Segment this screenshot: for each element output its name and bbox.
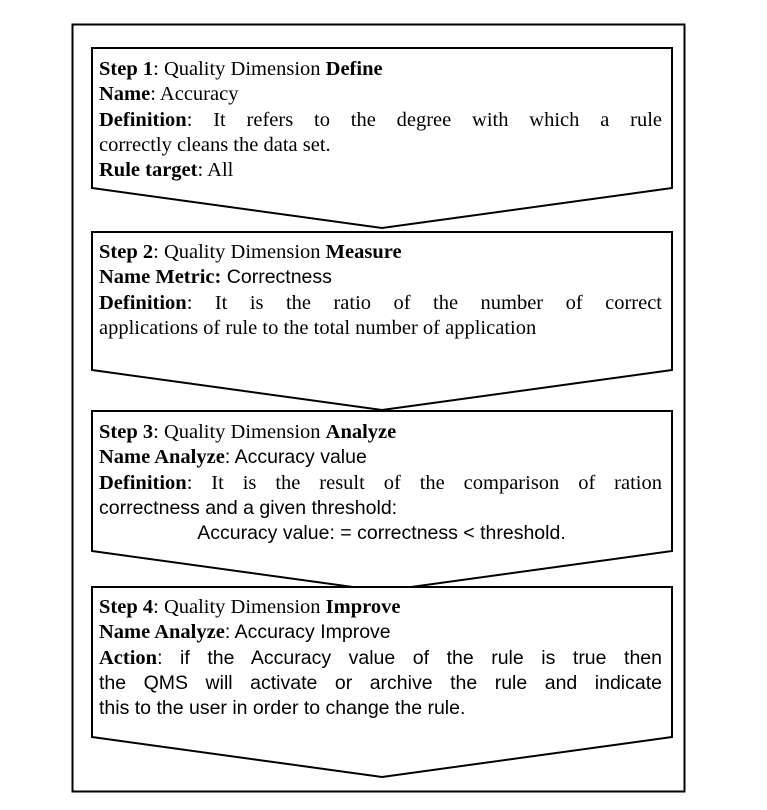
- phase-name: Define: [325, 58, 383, 80]
- phase-name: Improve: [325, 596, 401, 618]
- step-4-name-analyze-line: Name Analyze: Accuracy Improve: [99, 621, 391, 644]
- step-4-action-continued-2: this to the user in order to change the rule.: [99, 697, 466, 720]
- step-2-name-metric-line: Name Metric: Correctness: [99, 266, 332, 289]
- phase-name: Analyze: [325, 421, 397, 443]
- step-2-heading: Step 2: Quality Dimension Measure: [99, 241, 402, 263]
- step-1-heading: Step 1: Quality Dimension Define: [99, 58, 383, 80]
- step-1-rule-target-line: Rule target: All: [99, 159, 234, 182]
- step-4-action-continued-1: the QMS will activate or archive the rule and indicate: [99, 671, 662, 694]
- step-3-definition-line: Definition: It is the result of the comparison of ration: [99, 471, 662, 494]
- phase-name: Measure: [325, 241, 402, 263]
- step-3-name-analyze-line: Name Analyze: Accuracy value: [99, 446, 367, 469]
- step-3-formula: Accuracy value: = correctness < threshold.: [197, 522, 566, 545]
- step-1-definition-continued: correctly cleans the data set.: [99, 133, 331, 156]
- step-1-name-line: Name: Accuracy: [99, 83, 239, 106]
- step-2-text: [99, 240, 662, 341]
- step-label: Step 4: [99, 596, 154, 618]
- step-label: Step 1: [99, 58, 154, 80]
- step-label: Step 3: [99, 421, 154, 443]
- step-4-text: [99, 595, 662, 721]
- step-label: Step 2: [99, 241, 154, 263]
- step-3-text: [99, 420, 662, 546]
- step-3-definition-continued: correctness and a given threshold:: [99, 496, 398, 519]
- step-2-definition-line: Definition: It is the ratio of the number of correct: [99, 291, 662, 314]
- step-1-text: [99, 57, 662, 183]
- step-3-heading: Step 3: Quality Dimension Analyze: [99, 421, 397, 443]
- step-2-definition-continued: applications of rule to the total number of application: [99, 316, 537, 339]
- step-4-action-line: Action: if the Accuracy value of the rule is true then: [99, 646, 662, 669]
- step-1-definition-line: Definition: It refers to the degree with which a rule: [99, 108, 662, 131]
- step-4-heading: Step 4: Quality Dimension Improve: [99, 596, 401, 618]
